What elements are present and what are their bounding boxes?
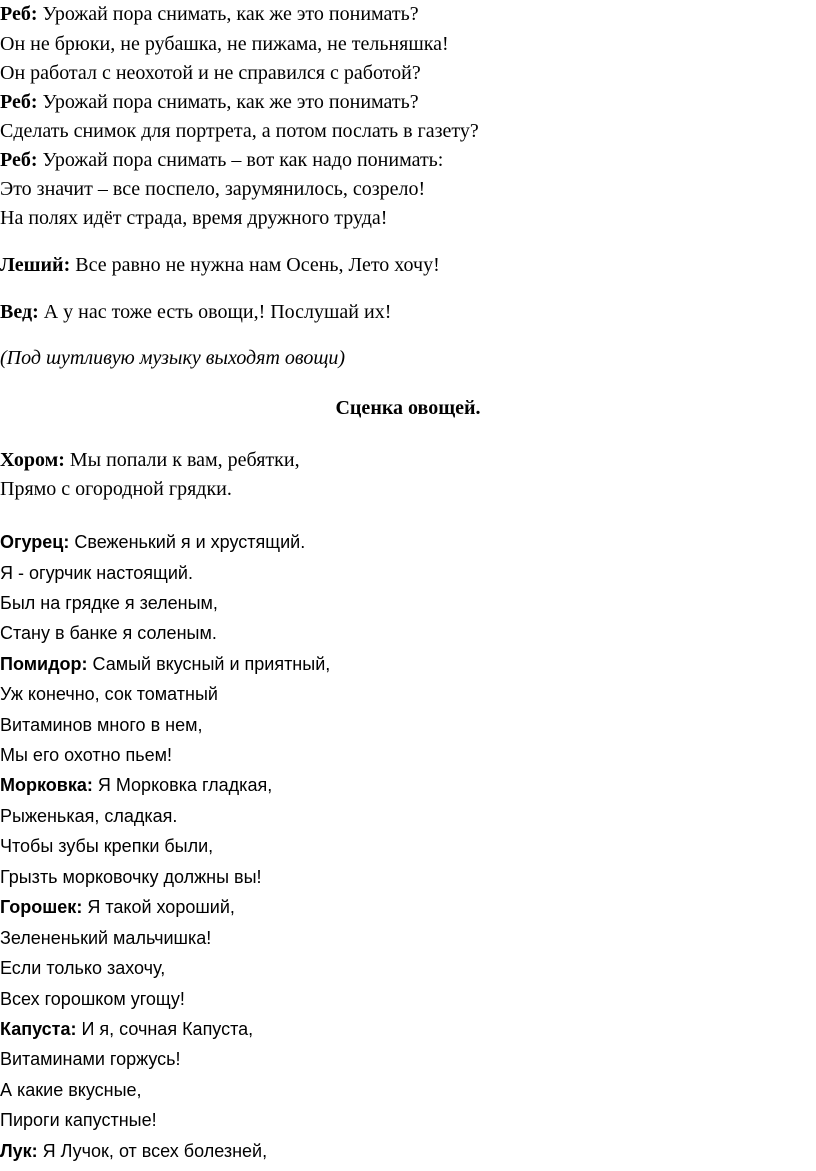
- speaker-label: Реб:: [0, 3, 38, 25]
- speaker-label: Морковка:: [0, 775, 93, 795]
- dialogue-line: [0, 63, 421, 83]
- chorus-line: [0, 479, 232, 499]
- vegetable-line: [0, 776, 272, 794]
- line-text: Это значит – все поспело, зарумянилось, созрело!: [0, 178, 426, 200]
- line-text: Я Лучок, от всех болезней,: [37, 1141, 268, 1161]
- stage-direction: (Под шутливую музыку выходят овощи): [0, 347, 346, 369]
- line-text: А какие вкусные,: [0, 1080, 142, 1100]
- vegetable-line: [0, 655, 330, 673]
- line-text: И я, сочная Капуста,: [76, 1019, 254, 1039]
- speaker-label: Хором:: [0, 449, 65, 471]
- vegetable-line: [0, 1050, 181, 1068]
- vegetable-line: [0, 594, 218, 612]
- vegetable-line: [0, 1081, 142, 1099]
- vegetable-line: [0, 1020, 253, 1038]
- line-text: Свеженький я и хрустящий.: [69, 532, 306, 552]
- line-text: Мы попали к вам, ребятки,: [64, 449, 300, 471]
- line-text: Чтобы зубы крепки были,: [0, 836, 214, 856]
- line-text: Самый вкусный и приятный,: [87, 654, 331, 674]
- dialogue-line: [0, 208, 387, 228]
- line-text: Рыженькая, сладкая.: [0, 806, 178, 826]
- vegetable-line: [0, 1142, 267, 1160]
- line-text: Всех горошком угощу!: [0, 989, 185, 1009]
- line-text: Я - огурчик настоящий.: [0, 563, 193, 583]
- line-text: Витаминов много в нем,: [0, 715, 203, 735]
- speaker-label: Реб:: [0, 149, 38, 171]
- dialogue-line: [0, 121, 479, 141]
- dialogue-line: [0, 179, 425, 199]
- speaker-label: Реб:: [0, 91, 38, 113]
- line-text: На полях идёт страда, время дружного труда!: [0, 207, 388, 229]
- vegetable-line: [0, 868, 262, 886]
- vegetable-line: [0, 929, 211, 947]
- line-text: Зелененький мальчишка!: [0, 928, 212, 948]
- line-text: Урожай пора снимать, как же это понимать?: [37, 3, 419, 25]
- vegetable-line: [0, 716, 202, 734]
- vegetable-line: [0, 837, 213, 855]
- line-text: Витаминами горжусь!: [0, 1049, 181, 1069]
- speaker-label: Помидор:: [0, 654, 88, 674]
- dialogue-line: [0, 150, 443, 170]
- vegetable-line: [0, 990, 185, 1008]
- dialogue-line: [0, 4, 419, 24]
- chorus-line: [0, 450, 300, 470]
- line-text: Если только захочу,: [0, 958, 166, 978]
- vegetable-line: [0, 533, 305, 551]
- line-text: Я такой хороший,: [82, 897, 235, 917]
- line-text: Он не брюки, не рубашка, не пижама, не тельняшка!: [0, 33, 449, 55]
- line-text: А у нас тоже есть овощи,! Послушай их!: [38, 301, 392, 323]
- ved-line: [0, 302, 391, 322]
- vegetable-line: [0, 959, 165, 977]
- line-text: Был на грядке я зеленым,: [0, 593, 218, 613]
- line-text: Он работал с неохотой и не справился с работой?: [0, 62, 421, 84]
- line-text: Пироги капустные!: [0, 1110, 157, 1130]
- speaker-label: Горошек:: [0, 897, 83, 917]
- speaker-label: Леший:: [0, 254, 71, 276]
- line-text: Стану в банке я соленым.: [0, 623, 217, 643]
- line-text: Уж конечно, сок томатный: [0, 684, 218, 704]
- vegetable-line: [0, 624, 217, 642]
- line-text: Мы его охотно пьем!: [0, 745, 173, 765]
- vegetable-line: [0, 1111, 157, 1129]
- vegetable-line: [0, 898, 235, 916]
- dialogue-line: [0, 34, 449, 54]
- dialogue-line: [0, 92, 419, 112]
- vegetable-line: [0, 807, 177, 825]
- vegetable-line: [0, 564, 193, 582]
- speaker-label: Огурец:: [0, 532, 70, 552]
- scene-title: Сценка овощей.: [335, 397, 481, 419]
- line-text: Все равно не нужна нам Осень, Лето хочу!: [70, 254, 440, 276]
- speaker-label: Лук:: [0, 1141, 38, 1161]
- vegetable-line: [0, 746, 172, 764]
- speaker-label: Капуста:: [0, 1019, 77, 1039]
- line-text: Урожай пора снимать – вот как надо понимать:: [37, 149, 444, 171]
- speaker-label: Вед:: [0, 301, 39, 323]
- line-text: Сделать снимок для портрета, а потом послать в газету?: [0, 120, 479, 142]
- line-text: Урожай пора снимать, как же это понимать?: [37, 91, 419, 113]
- leshiy-line: [0, 255, 440, 275]
- vegetable-line: [0, 685, 218, 703]
- line-text: Прямо с огородной грядки.: [0, 478, 232, 500]
- line-text: Грызть морковочку должны вы!: [0, 867, 262, 887]
- line-text: Я Морковка гладкая,: [92, 775, 273, 795]
